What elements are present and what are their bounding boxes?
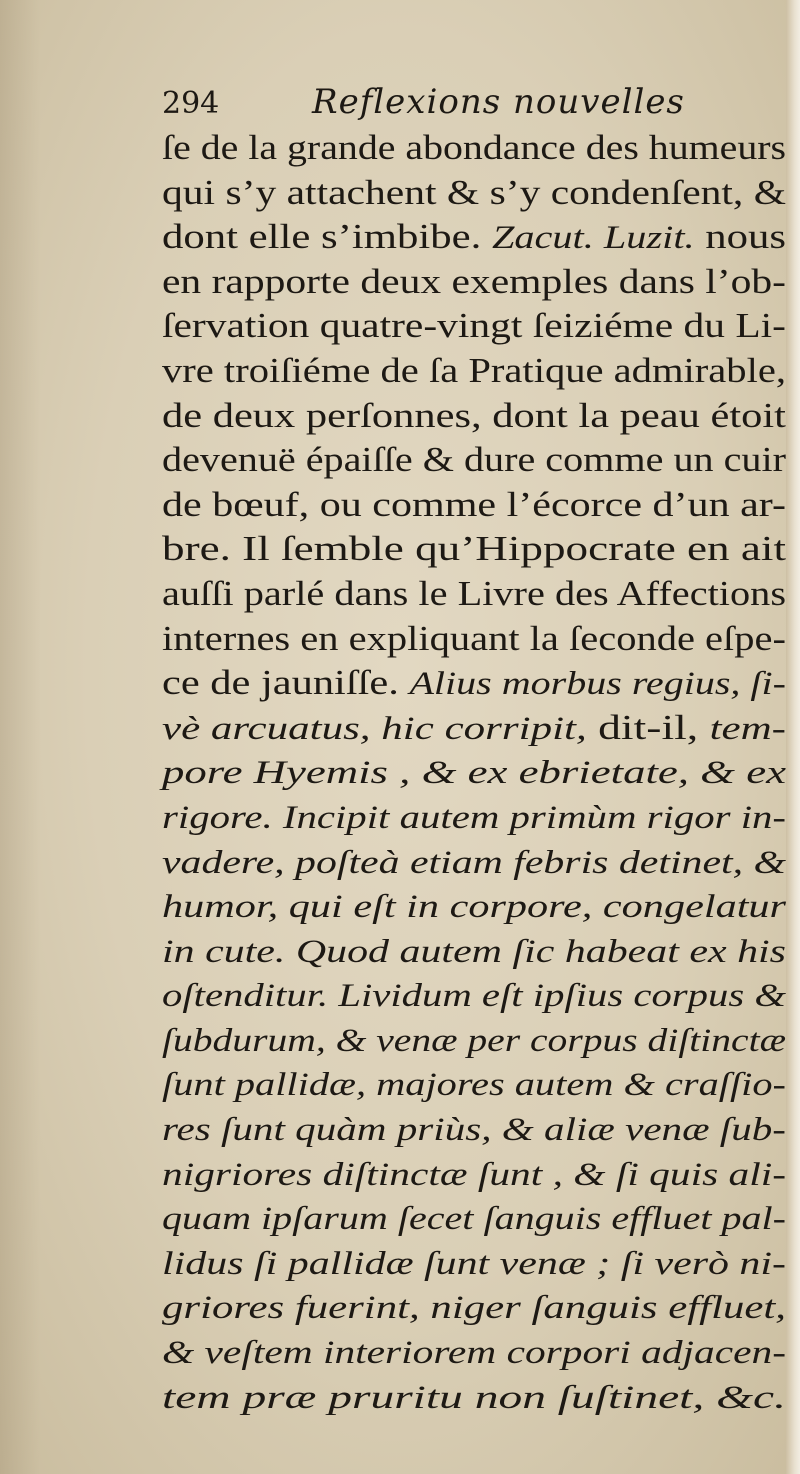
text-segment: auſſi parlé dans le Livre des Affections	[162, 573, 787, 613]
text-line	[162, 527, 786, 572]
italic-text-segment: nigriores diſtinctæ ſunt , & ſi quis ali-	[162, 1156, 787, 1193]
text-segment: dit-il,	[586, 707, 710, 747]
text-line	[162, 1285, 786, 1330]
text-line	[162, 617, 786, 662]
text-line	[162, 929, 786, 974]
text-segment: qui s’y attachent & s’y condenſent, &	[162, 172, 787, 212]
text-line	[162, 349, 786, 394]
text-line	[162, 973, 786, 1018]
text-line	[162, 126, 786, 171]
text-segment: de bœuf, ou comme l’écorce d’un ar-	[162, 484, 786, 524]
text-line	[162, 572, 786, 617]
text-line	[162, 1241, 786, 1286]
italic-text-segment: vè arcuatus, hic corripit,	[162, 710, 587, 747]
text-segment: en rapporte deux exemples dans l’ob-	[162, 261, 787, 301]
text-segment: devenuë épaiſſe & dure comme un cuir	[162, 440, 787, 480]
text-segment: ſervation quatre-vingt ſeiziéme du Li-	[162, 306, 786, 346]
text-line	[162, 215, 786, 260]
text-segment: ſe de la grande abondance des humeurs	[162, 128, 787, 167]
italic-text-segment: in cute. Quod autem ſic habeat ex his	[162, 933, 786, 970]
text-segment: vre troiſiéme de ſa Pratique admirable,	[162, 350, 787, 390]
text-line	[162, 304, 786, 349]
text-line	[162, 1330, 786, 1375]
text-line	[162, 661, 786, 706]
text-line	[162, 1152, 786, 1197]
italic-text-segment: lidus ſi pallidæ ſunt venæ ; ſi verò ni-	[162, 1245, 786, 1282]
running-title: Reflexions nouvelles	[312, 82, 685, 122]
text-line	[162, 706, 786, 751]
italic-text-segment: pore Hyemis , & ex ebrietate, & ex	[162, 755, 787, 792]
text-segment: ce de jauniſſe.	[162, 663, 410, 703]
italic-text-segment: rigore. Incipit autem primùm rigor in-	[162, 799, 787, 836]
text-line	[162, 1375, 786, 1420]
italic-text-segment: quam ipſarum ſecet ſanguis effluet pal-	[162, 1201, 787, 1238]
gutter-shadow	[0, 0, 40, 1474]
italic-text-segment: Zacut. Luzit.	[491, 220, 695, 257]
text-line	[162, 1196, 786, 1241]
text-line	[162, 750, 786, 795]
text-line	[162, 1018, 786, 1063]
italic-text-segment: & veſtem interiorem corpori adjacen-	[162, 1335, 786, 1372]
italic-text-segment: tem-	[709, 710, 787, 747]
text-segment: internes en expliquant la ſeconde eſpe-	[162, 618, 786, 658]
italic-text-segment: ſunt pallidæ, majores autem & craſſio-	[162, 1067, 787, 1104]
italic-text-segment: vadere, poſteà etiam febris detinet, &	[162, 844, 787, 881]
body-text	[162, 126, 790, 1419]
italic-text-segment: tem præ pruritu non ſuſtinet, &c.	[162, 1379, 787, 1416]
text-line	[162, 1107, 786, 1152]
text-segment: nous	[694, 217, 787, 257]
text-line	[162, 171, 786, 216]
italic-text-segment: oſtenditur. Lividum eſt ipſius corpus &	[162, 978, 787, 1015]
text-line	[162, 795, 786, 840]
text-line	[162, 1062, 786, 1107]
text-line	[162, 483, 786, 528]
italic-text-segment: Alius morbus regius, ſi-	[409, 666, 786, 703]
text-line	[162, 884, 786, 929]
page-header	[162, 78, 782, 128]
text-line	[162, 438, 786, 483]
text-segment: de deux perſonnes, dont la peau étoit	[162, 395, 786, 435]
italic-text-segment: ſubdurum, & venæ per corpus diſtinctæ	[162, 1022, 786, 1059]
text-line	[162, 260, 786, 305]
text-segment: bre. Il ſemble qu’Hippocrate en ait	[162, 529, 786, 569]
italic-text-segment: griores fuerint, niger ſanguis effluet,	[162, 1290, 786, 1327]
text-segment: dont elle s’imbibe.	[162, 217, 492, 257]
italic-text-segment: res ſunt quàm priùs, & aliæ venæ ſub-	[162, 1112, 786, 1149]
italic-text-segment: humor, qui eſt in corpore, congelatur	[162, 889, 787, 926]
text-line	[162, 840, 786, 885]
text-line	[162, 394, 786, 439]
page-number: 294	[162, 86, 220, 121]
